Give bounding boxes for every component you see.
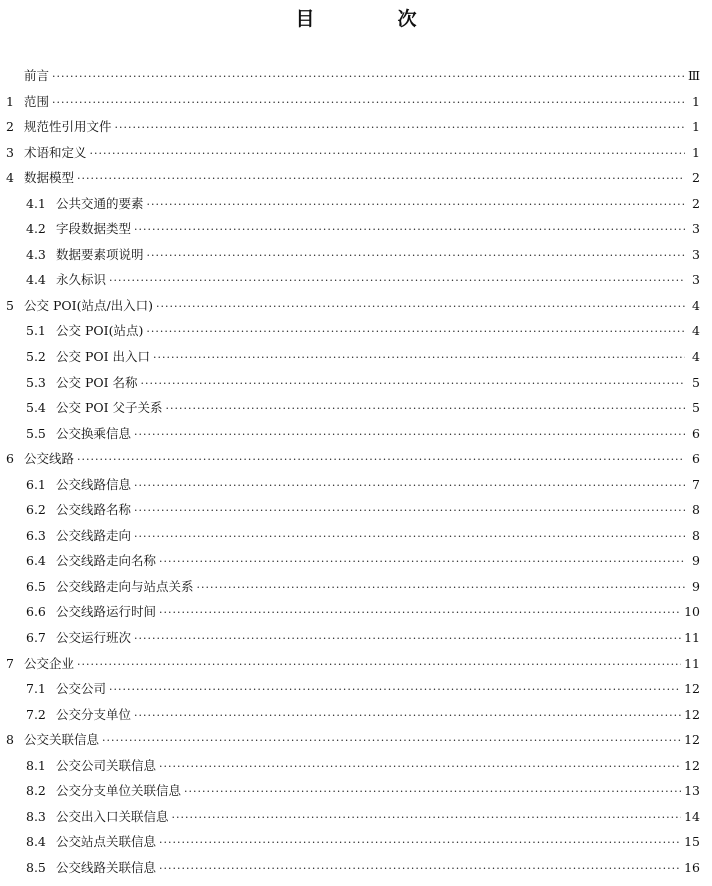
dot-leader (134, 222, 685, 238)
dot-leader (102, 733, 681, 749)
toc-entry-label: 字段数据类型 (56, 221, 132, 237)
toc-entry-page: 6 (692, 451, 700, 467)
toc-entry-page: 3 (692, 272, 700, 288)
toc-entry[interactable] (6, 732, 700, 749)
dot-leader (115, 120, 685, 136)
toc-entry-page: Ⅲ (687, 68, 700, 83)
toc-entry-page: 11 (684, 655, 700, 671)
toc-entry-label: 公交线路走向与站点关系 (56, 578, 194, 594)
toc-entry-page: 6 (692, 425, 700, 441)
toc-entry[interactable] (6, 528, 700, 545)
toc-entry-label: 公交 POI(站点/出入口) (24, 297, 154, 313)
toc-entry[interactable] (6, 426, 700, 443)
toc-entry[interactable] (6, 247, 700, 264)
dot-leader (109, 682, 681, 698)
toc-entry-page: 12 (684, 757, 700, 773)
dot-leader (159, 835, 681, 851)
toc-entry-number: 6.5 (26, 578, 46, 594)
page-title: 目 次 (295, 8, 449, 30)
toc-entry[interactable] (6, 119, 700, 136)
dot-leader (159, 554, 685, 570)
toc-entry-page: 3 (692, 246, 700, 262)
toc-entry[interactable] (6, 707, 700, 724)
toc-entry[interactable] (6, 834, 700, 851)
toc-entry-label: 公交 POI 名称 (56, 374, 138, 390)
toc-entry-number: 6.4 (26, 553, 46, 569)
toc-entry-label: 术语和定义 (24, 144, 87, 160)
toc-entry-page: 16 (684, 859, 700, 875)
toc-entry-page: 9 (692, 553, 700, 569)
toc-entry[interactable] (6, 809, 700, 826)
dot-leader (52, 95, 685, 111)
toc-entry-number: 8.4 (26, 834, 46, 850)
dot-leader (159, 759, 681, 775)
toc-entry-label: 公交公司 (56, 681, 107, 697)
toc-entry-label: 公交 POI 出入口 (56, 349, 151, 365)
toc-entry[interactable] (6, 349, 700, 366)
dot-leader (77, 171, 685, 187)
toc-entry[interactable] (6, 656, 700, 673)
toc-entry-label: 公交线路关联信息 (56, 859, 157, 875)
dot-leader (156, 299, 685, 315)
dot-leader (134, 708, 681, 724)
toc-entry[interactable] (6, 451, 700, 468)
toc-entry[interactable] (6, 502, 700, 519)
toc-entry[interactable] (6, 298, 700, 315)
toc-entry[interactable] (6, 323, 700, 340)
toc-entry-label: 范围 (24, 93, 50, 109)
toc-entry-label: 公交公司关联信息 (56, 757, 157, 773)
toc-entry-number: 3 (6, 144, 14, 160)
toc-entry-number: 8.3 (26, 808, 46, 824)
toc-entry-number: 5.3 (26, 374, 46, 390)
toc-entry-number: 8.2 (26, 783, 46, 799)
dot-leader (172, 810, 682, 826)
dot-leader (77, 452, 685, 468)
toc-entry[interactable] (6, 94, 700, 111)
toc-entry-label: 公交线路 (24, 451, 75, 467)
dot-leader (134, 503, 685, 519)
toc-entry-number: 8 (6, 732, 14, 748)
toc-entry-number: 6.2 (26, 502, 46, 518)
toc-entry-label: 数据模型 (24, 170, 75, 186)
toc-entry-number: 8.1 (26, 757, 46, 773)
toc-entry[interactable] (6, 783, 700, 800)
toc-entry[interactable] (6, 196, 700, 213)
toc-entry-page: 15 (684, 834, 700, 850)
toc-entry-label: 前言 (24, 68, 50, 83)
toc-entry-page: 4 (692, 297, 700, 313)
toc-entry-page: 7 (692, 476, 700, 492)
toc-entry-page: 4 (692, 349, 700, 365)
toc-entry-label: 公共交通的要素 (56, 195, 144, 211)
toc-entry-number: 8.5 (26, 859, 46, 875)
toc-entry-label: 永久标识 (56, 272, 107, 288)
table-of-contents (6, 68, 700, 886)
toc-entry-number: 7.2 (26, 706, 46, 722)
toc-entry-page: 8 (692, 502, 700, 518)
toc-entry[interactable] (6, 553, 700, 570)
toc-entry-label: 公交 POI(站点) (56, 323, 144, 339)
toc-entry[interactable] (6, 221, 700, 238)
toc-entry[interactable] (6, 630, 700, 647)
dot-leader (109, 273, 685, 289)
toc-entry[interactable] (6, 68, 700, 85)
dot-leader (77, 657, 681, 673)
dot-leader (90, 146, 685, 162)
toc-entry-label: 公交出入口关联信息 (56, 808, 169, 824)
toc-entry-page: 14 (684, 808, 700, 824)
dot-leader (134, 529, 685, 545)
toc-entry-page: 4 (692, 323, 700, 339)
dot-leader (134, 427, 685, 443)
toc-entry-number: 5.2 (26, 349, 46, 365)
toc-entry-page: 1 (692, 119, 700, 135)
toc-entry-page: 1 (692, 93, 700, 109)
toc-entry-page: 2 (692, 195, 700, 211)
dot-leader (184, 784, 681, 800)
toc-entry-number: 4.3 (26, 246, 46, 262)
toc-entry-page: 12 (684, 732, 700, 748)
dot-leader (146, 324, 685, 340)
toc-entry-page: 8 (692, 527, 700, 543)
toc-entry-number: 7 (6, 655, 14, 671)
toc-entry[interactable] (6, 681, 700, 698)
dot-leader (197, 580, 685, 596)
toc-entry-page: 10 (684, 604, 700, 620)
toc-entry-number: 4.4 (26, 272, 46, 288)
toc-entry-number: 5.1 (26, 323, 46, 339)
toc-entry-number: 4.1 (26, 195, 46, 211)
toc-entry[interactable] (6, 860, 700, 877)
toc-entry-page: 12 (684, 706, 700, 722)
toc-entry-number: 4.2 (26, 221, 46, 237)
toc-entry-number: 7.1 (26, 681, 46, 697)
toc-entry-page: 1 (692, 144, 700, 160)
toc-entry-page: 2 (692, 170, 700, 186)
toc-entry-label: 公交线路走向 (56, 527, 132, 543)
dot-leader (52, 69, 685, 85)
toc-entry-label: 公交线路走向名称 (56, 553, 157, 569)
dot-leader (141, 376, 685, 392)
toc-entry-number: 5 (6, 297, 14, 313)
toc-entry-label: 公交分支单位 (56, 706, 132, 722)
toc-entry-page: 13 (684, 783, 700, 799)
toc-entry-label: 公交线路名称 (56, 502, 132, 518)
toc-entry-number: 6.7 (26, 630, 46, 646)
toc-entry-number: 2 (6, 119, 14, 135)
toc-entry-page: 12 (684, 681, 700, 697)
dot-leader (166, 401, 685, 417)
toc-entry-label: 公交分支单位关联信息 (56, 783, 182, 799)
toc-entry[interactable] (6, 579, 700, 596)
toc-entry-page: 9 (692, 578, 700, 594)
toc-entry[interactable] (6, 170, 700, 187)
toc-entry-page: 5 (692, 400, 700, 416)
toc-entry-label: 公交企业 (24, 655, 75, 671)
toc-entry[interactable] (6, 477, 700, 494)
toc-entry-page: 11 (684, 630, 700, 646)
toc-entry-page: 3 (692, 221, 700, 237)
dot-leader (134, 478, 685, 494)
toc-entry-label: 公交 POI 父子关系 (56, 400, 163, 416)
toc-entry-number: 6.3 (26, 527, 46, 543)
toc-entry-number: 4 (6, 170, 14, 186)
toc-entry-number: 5.4 (26, 400, 46, 416)
toc-entry-label: 数据要素项说明 (56, 246, 144, 262)
toc-entry[interactable] (6, 375, 700, 392)
toc-entry-number: 1 (6, 93, 14, 109)
toc-entry-label: 公交站点关联信息 (56, 834, 157, 850)
dot-leader (159, 605, 681, 621)
toc-entry-number: 6 (6, 451, 14, 467)
toc-entry[interactable] (6, 400, 700, 417)
toc-entry-label: 公交运行班次 (56, 630, 132, 646)
dot-leader (147, 248, 685, 264)
dot-leader (153, 350, 685, 366)
toc-entry-number: 5.5 (26, 425, 46, 441)
toc-entry-number: 6.1 (26, 476, 46, 492)
toc-entry-label: 公交线路信息 (56, 476, 132, 492)
toc-entry[interactable] (6, 272, 700, 289)
toc-entry-number: 6.6 (26, 604, 46, 620)
toc-entry[interactable] (6, 758, 700, 775)
toc-entry-label: 规范性引用文件 (24, 119, 112, 135)
toc-entry-page: 5 (692, 374, 700, 390)
toc-entry-label: 公交关联信息 (24, 732, 100, 748)
toc-entry-label: 公交线路运行时间 (56, 604, 157, 620)
toc-entry[interactable] (6, 145, 700, 162)
toc-entry-label: 公交换乘信息 (56, 425, 132, 441)
dot-leader (147, 197, 685, 213)
toc-entry[interactable] (6, 604, 700, 621)
dot-leader (134, 631, 681, 647)
